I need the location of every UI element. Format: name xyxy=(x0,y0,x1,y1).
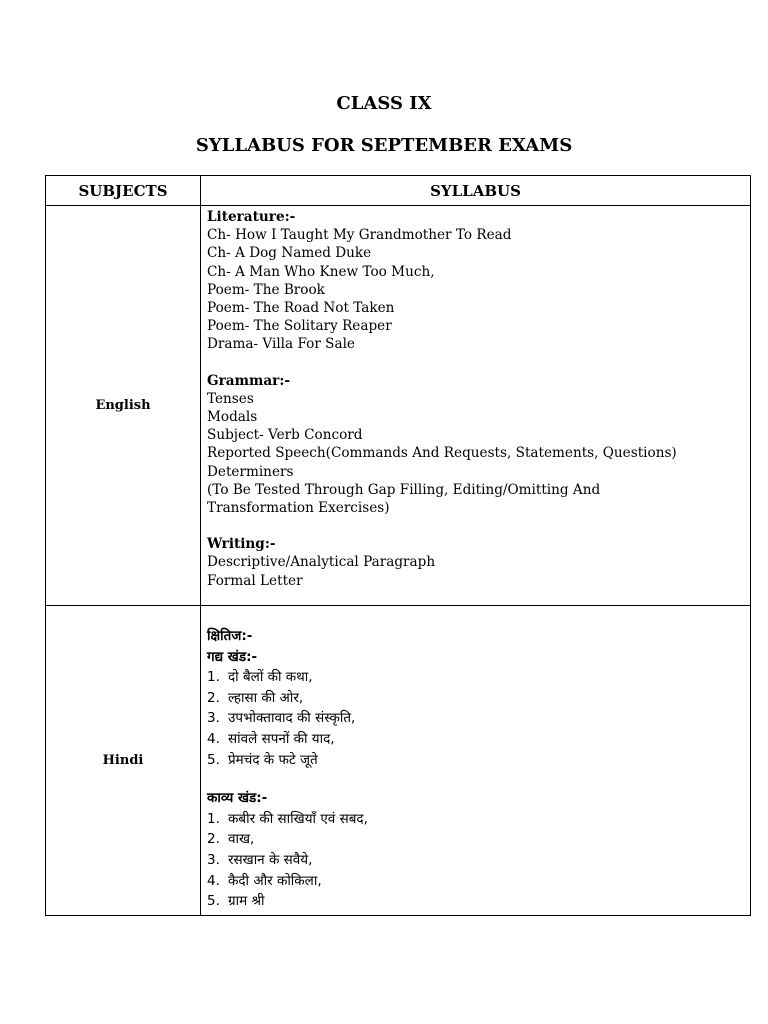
literature-heading: Literature:- xyxy=(207,209,296,225)
list-number: 3. xyxy=(207,710,220,727)
header-subjects: SUBJECTS xyxy=(46,176,201,206)
list-item: (To Be Tested Through Gap Filling, Editing/Omitting And xyxy=(207,481,601,498)
list-number: 1. xyxy=(207,669,220,686)
list-number: 1. xyxy=(207,810,220,827)
list-item xyxy=(207,667,750,688)
list-text: ग्राम श्री xyxy=(228,893,265,910)
list-number: 4. xyxy=(207,730,220,747)
list-text: कबीर की साखियाँ एवं सबद, xyxy=(228,810,368,827)
list-item: Descriptive/Analytical Paragraph xyxy=(207,554,436,571)
list-item: Modals xyxy=(207,409,258,426)
list-text: दो बैलों की कथा, xyxy=(228,669,313,686)
list-number: 5. xyxy=(207,751,220,768)
list-text: वाख, xyxy=(228,831,255,848)
poetry-heading: काव्य खंड:- xyxy=(207,790,268,807)
page-title: CLASS IX xyxy=(336,93,432,114)
list-item: Poem- The Road Not Taken xyxy=(207,300,395,317)
list-number: 4. xyxy=(207,872,220,889)
list-text: सांवले सपनों की याद, xyxy=(228,730,335,747)
list-item: Reported Speech(Commands And Requests, Statements, Questions) xyxy=(207,445,677,462)
list-item: Ch- How I Taught My Grandmother To Read xyxy=(207,227,512,244)
table-header-row xyxy=(46,176,751,206)
list-text: रसखान के सवैये, xyxy=(228,851,313,868)
list-text: ल्हासा की ओर, xyxy=(228,689,304,706)
list-item: Formal Letter xyxy=(207,572,303,589)
table-row-hindi xyxy=(46,606,751,916)
prose-list xyxy=(207,667,750,770)
list-item xyxy=(207,891,750,912)
list-number: 3. xyxy=(207,851,220,868)
book-heading: क्षितिज:- xyxy=(207,628,253,644)
list-item: Ch- A Man Who Knew Too Much, xyxy=(207,263,435,280)
list-number: 2. xyxy=(207,689,220,706)
list-item xyxy=(207,688,750,709)
list-item: Tenses xyxy=(207,390,254,407)
subject-english: English xyxy=(46,206,201,606)
writing-heading: Writing:- xyxy=(207,536,276,553)
header-syllabus: SYLLABUS xyxy=(201,176,751,206)
page-subtitle: SYLLABUS FOR SEPTEMBER EXAMS xyxy=(195,135,573,156)
list-text: कैदी और कोकिला, xyxy=(228,872,322,889)
list-item: Transformation Exercises) xyxy=(207,500,390,517)
list-item: Poem- The Brook xyxy=(207,281,325,298)
prose-heading: गद्य खंड:- xyxy=(207,648,258,665)
list-item xyxy=(207,729,750,750)
list-item xyxy=(207,850,750,871)
syllabus-table xyxy=(45,175,751,916)
list-item xyxy=(207,750,750,771)
list-item: Subject- Verb Concord xyxy=(207,427,363,444)
list-item xyxy=(207,809,750,830)
list-item xyxy=(207,708,750,729)
list-item xyxy=(207,829,750,850)
poetry-list xyxy=(207,809,750,912)
syllabus-hindi xyxy=(201,606,751,916)
list-text: उपभोक्तावाद की संस्कृति, xyxy=(228,710,356,727)
list-item xyxy=(207,871,750,892)
subject-hindi: Hindi xyxy=(46,606,201,916)
syllabus-english xyxy=(201,206,751,606)
list-number: 2. xyxy=(207,831,220,848)
grammar-heading: Grammar:- xyxy=(207,372,290,389)
list-item: Determiners xyxy=(207,463,294,480)
list-item: Drama- Villa For Sale xyxy=(207,336,355,353)
list-item: Poem- The Solitary Reaper xyxy=(207,318,392,335)
list-text: प्रेमचंद के फटे जूते xyxy=(228,751,318,768)
list-item: Ch- A Dog Named Duke xyxy=(207,245,372,262)
table-row-english xyxy=(46,206,751,606)
list-number: 5. xyxy=(207,893,220,910)
